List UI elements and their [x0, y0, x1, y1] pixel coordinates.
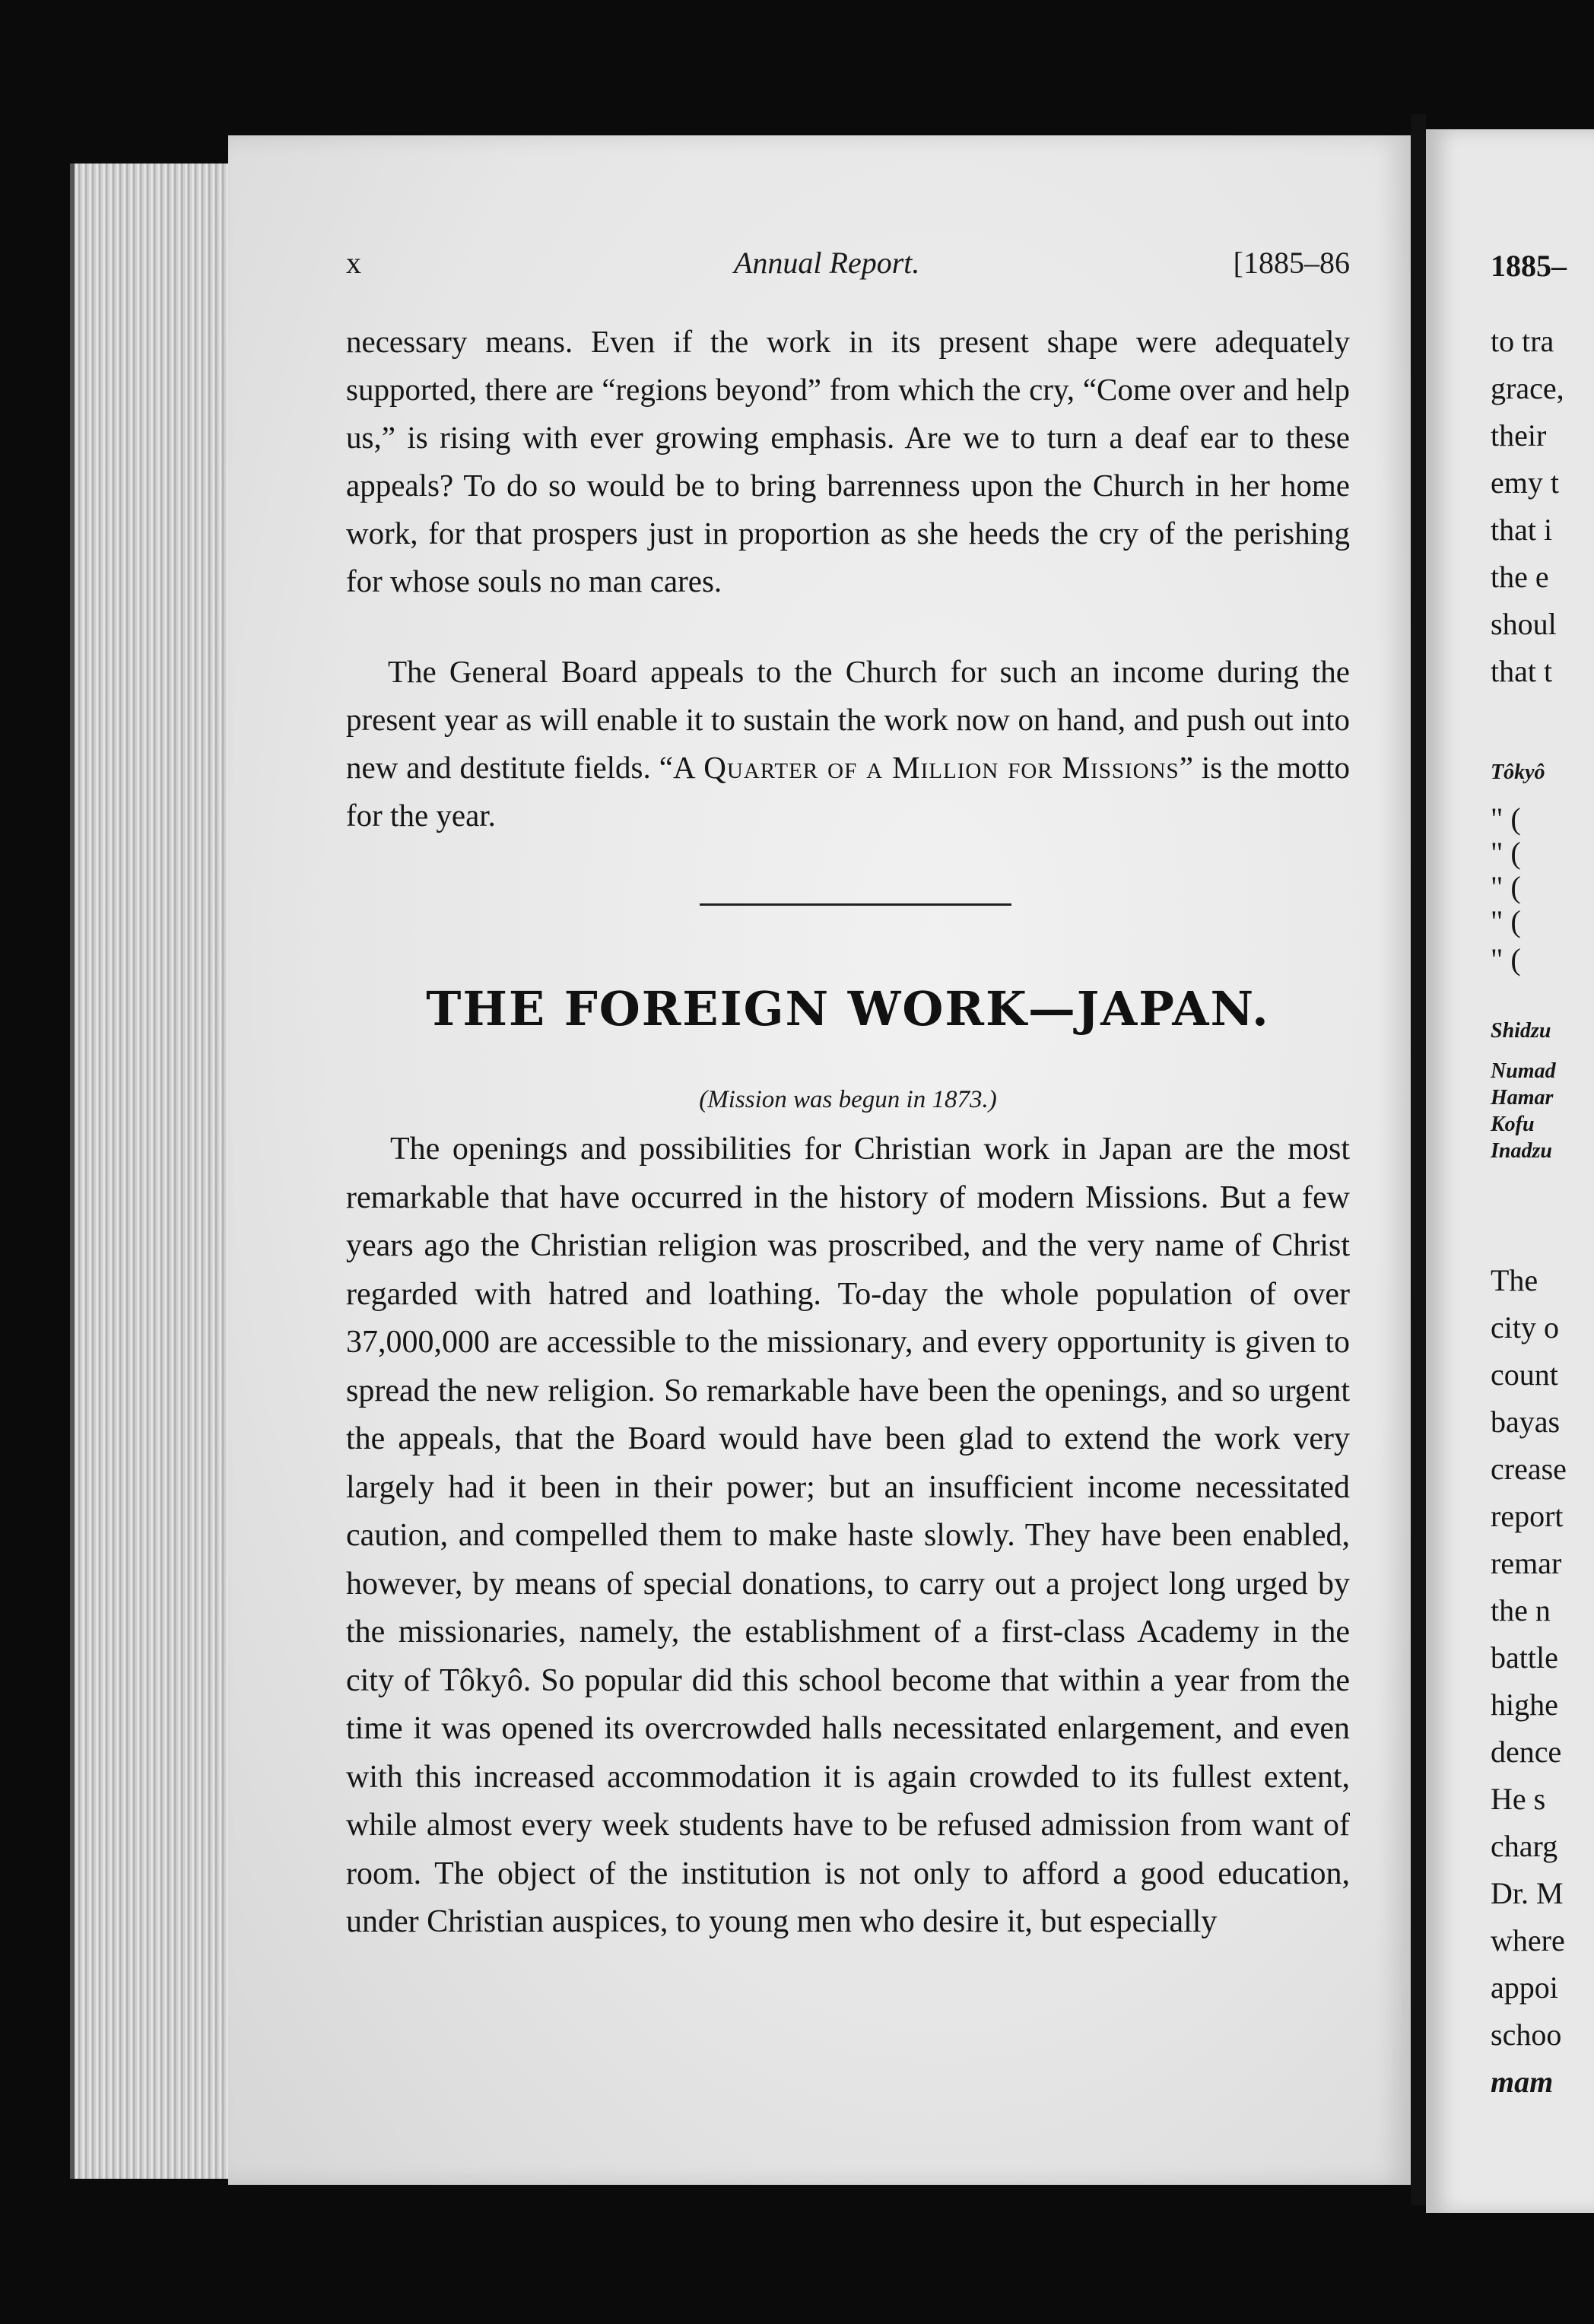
- right-page-line: the e: [1491, 560, 1549, 594]
- right-page-line: grace,: [1491, 371, 1564, 405]
- right-page-line: 1885–: [1491, 249, 1567, 283]
- right-page-line: The: [1491, 1263, 1538, 1297]
- right-page-line: dence: [1491, 1735, 1562, 1769]
- right-page-line: appoi: [1491, 1970, 1558, 2005]
- page-edges: [70, 164, 249, 2179]
- header-year: [1885–86: [1233, 246, 1350, 280]
- right-page-line: " (: [1491, 836, 1521, 870]
- right-page-line: that t: [1491, 654, 1553, 688]
- right-page-line: " (: [1491, 870, 1521, 904]
- paragraph-2-text-after: ” is the motto for the year.: [346, 750, 1350, 833]
- right-page-line: highe: [1491, 1687, 1558, 1722]
- right-page-line: their: [1491, 418, 1547, 452]
- right-page-line: that i: [1491, 513, 1553, 547]
- right-page-line: Kofu: [1491, 1113, 1535, 1136]
- running-header: [346, 245, 1350, 290]
- right-page-line: charg: [1491, 1829, 1558, 1863]
- right-page-line: mam: [1491, 2065, 1554, 2099]
- right-page-line: report: [1491, 1499, 1564, 1533]
- right-page-line: " (: [1491, 904, 1521, 938]
- paragraph-3: The openings and possibilities for Christian work in Japan are the most remarkable that have occurred in the history of modern Missions. But a few years ago the Christian religion was proscribed, and the very name of Christ regarded with hatred and loathing. To-day the whole population of over 37,000,000 are accessible to the missionary, and every opportunity is given to spread the new religion. So remarkable have been the openings, and so urgent the appeals, that the Board would have been glad to extend the work very largely had it been in their power; but an insufficient income necessitated caution, and compelled them to make haste slowly. They have been enabled, however, by means of special donations, to carry out a project long urged by the missionaries, namely, the establishment of a first-class Academy in the city of Tôkyô. So popular did this school become that within a year from the time it was opened its overcrowded halls necessitated enlargement, and even with this increased accommodation it is again crowded to its fullest extent, while almost every week students have to be refused admission from want of room. The object of the institution is not only to afford a good education, under Christian auspices, to young men who desire it, but especially: [346, 1132, 1350, 1939]
- right-page-line: count: [1491, 1357, 1558, 1392]
- right-page-line: Inadzu: [1491, 1139, 1552, 1163]
- right-page-line: crease: [1491, 1452, 1567, 1486]
- right-page-line: schoo: [1491, 2018, 1562, 2052]
- right-page-line: the n: [1491, 1593, 1551, 1627]
- right-page-line: Hamar: [1491, 1086, 1554, 1110]
- paragraph-2: [346, 648, 1350, 840]
- right-page-line: battle: [1491, 1640, 1558, 1675]
- right-page-line: Numad: [1491, 1059, 1556, 1083]
- section-title: THE FOREIGN WORK—JAPAN.: [426, 981, 1270, 1037]
- paragraph-2-motto: A Quarter of a Million for Missions: [672, 750, 1180, 785]
- right-page-line: Shidzu: [1491, 1019, 1551, 1043]
- right-page-line: city o: [1491, 1310, 1559, 1345]
- section-divider: [700, 903, 1011, 906]
- right-page-line: bayas: [1491, 1405, 1561, 1439]
- right-page-line: Dr. M: [1491, 1876, 1564, 1910]
- book-gutter: [1411, 114, 1426, 2205]
- right-page-line: shoul: [1491, 607, 1557, 641]
- right-page-line: where: [1491, 1923, 1565, 1957]
- right-page-line: Tôkyô: [1491, 760, 1545, 784]
- right-page-line: " (: [1491, 942, 1521, 976]
- right-page-line: He s: [1491, 1782, 1546, 1816]
- right-page-line: to tra: [1491, 324, 1554, 358]
- paragraph-2-text-before: The General Board appeals to the Church for such an income during the present year as will enable it to sustain the work now on hand, and push out into new and destitute fields. “: [346, 654, 1350, 785]
- running-title: Annual Report.: [734, 246, 920, 280]
- page-number: x: [346, 246, 361, 280]
- section-note: (Mission was begun in 1873.): [699, 1086, 997, 1113]
- right-page-line: remar: [1491, 1546, 1562, 1580]
- right-page-line: emy t: [1491, 465, 1559, 500]
- right-page-line: " (: [1491, 802, 1521, 836]
- paragraph-1: necessary means. Even if the work in its present shape were adequately supported, there are “regions beyond” from which the cry, “Come over and help us,” is rising with ever growing emphasis. Are we to turn a deaf ear to these appeals? To do so would be to bring barrenness upon the Church in her home work, for that prospers just in proportion as she heeds the cry of the perishing for whose souls no man cares.: [346, 324, 1350, 598]
